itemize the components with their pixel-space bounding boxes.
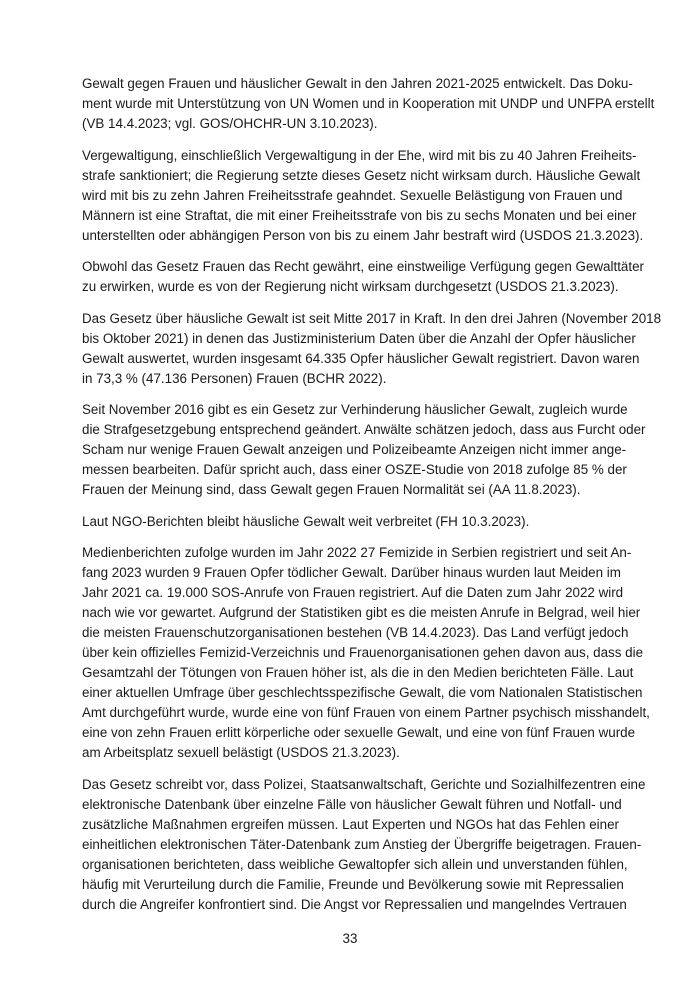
text-line: fang 2023 wurden 9 Frauen Opfer tödlicher Gewalt. Darüber hinaus wurden laut Meiden im <box>82 565 621 580</box>
text-line: am Arbeitsplatz sexuell belästigt (USDOS 21.3.2023). <box>82 745 400 760</box>
text-line: unterstellten oder abhängigen Person von bis zu einem Jahr bestraft wird (USDOS 21.3.2023). <box>82 227 644 243</box>
paragraph <box>82 400 646 500</box>
paragraph <box>82 512 619 532</box>
text-line: die meisten Frauenschutzorganisationen bestehen (VB 14.4.2023). Das Land verfügt jedoch <box>82 625 629 640</box>
text-line: Männern ist eine Straftat, die mit einer Freiheitsstrafe von bis zu sechs Monaten und bei einer <box>82 207 637 223</box>
text-line: Vergewaltigung, einschließlich Vergewaltigung in der Ehe, wird mit bis zu 40 Jahren Freiheits- <box>82 147 637 163</box>
text-line: ment wurde mit Unterstützung von UN Women und in Kooperation mit UNDP und UNFPA erstellt <box>82 96 655 111</box>
paragraph <box>82 309 662 389</box>
text-line: Scham nur wenige Frauen Gewalt anzeigen und Polizeibeamte Anzeigen nicht immer ange- <box>82 442 627 457</box>
page-number: 33 <box>342 931 358 946</box>
text-line: Obwohl das Gesetz Frauen das Recht gewährt, eine einstweilige Verfügung gegen Gewalttäter <box>82 259 644 274</box>
text-line: Amt durchgeführt wurde, wurde eine von fünf Frauen von einem Partner psychisch misshandelt, <box>82 705 650 720</box>
text-line: einheitlichen elektronischen Täter-Datenbank zum Anstieg der Übergriffe beigetragen. Frauen- <box>82 836 642 852</box>
text-line: eine von zehn Frauen erlitt körperliche oder sexuelle Gewalt, und eine von fünf Frauen wurde <box>82 725 636 740</box>
text-line: durch die Angreifer konfrontiert sind. Die Angst vor Repressalien und mangelndes Vertrauen <box>82 896 627 912</box>
text-line: Seit November 2016 gibt es ein Gesetz zur Verhinderung häuslicher Gewalt, zugleich wurde <box>82 402 628 417</box>
text-line: in 73,3 % (47.136 Personen) Frauen (BCHR 2022). <box>82 370 387 386</box>
text-line: Jahr 2021 ca. 19.000 SOS-Anrufe von Frauen registriert. Auf die Daten zum Jahr 2022 wird <box>82 585 624 600</box>
text-line: Das Gesetz über häusliche Gewalt ist seit Mitte 2017 in Kraft. In den drei Jahren (November 2018 <box>82 310 662 326</box>
text-line: organisationen berichteten, dass weibliche Gewaltopfer sich allein und unverstanden fühlen, <box>82 856 628 872</box>
text-line: strafe sanktioniert; die Regierung setzte dieses Gesetz nicht wirksam durch. Häusliche Gewalt <box>82 167 641 183</box>
text-line: Frauen der Meinung sind, dass Gewalt gegen Frauen Normalität sei (AA 11.8.2023). <box>82 482 581 497</box>
text-line: (VB 14.4.2023; vgl. GOS/OHCHR-UN 3.10.2023). <box>82 116 378 131</box>
text-line: zusätzliche Maßnahmen ergreifen müssen. Laut Experten und NGOs hat das Fehlen einer <box>82 816 619 832</box>
text-line: bis Oktober 2021) in denen das Justizministerium Daten über die Anzahl der Opfer häuslicher <box>82 330 636 346</box>
paragraph <box>82 775 646 915</box>
text-line: Medienberichten zufolge wurden im Jahr 2022 27 Femizide in Serbien registriert und seit An- <box>82 545 632 560</box>
paragraph <box>82 146 644 246</box>
paragraph <box>82 74 655 134</box>
text-line: einer aktuellen Umfrage über geschlechtsspezifische Gewalt, die vom Nationalen Statistischen <box>82 685 643 700</box>
text-line: Gewalt gegen Frauen und häuslicher Gewalt in den Jahren 2021-2025 entwickelt. Das Doku- <box>82 76 633 91</box>
text-line: Laut NGO-Berichten bleibt häusliche Gewalt weit verbreitet (FH 10.3.2023). <box>82 513 530 529</box>
text-line: nach wie vor gewartet. Aufgrund der Statistiken gibt es die meisten Anrufe in Belgrad, weil hier <box>82 605 641 620</box>
text-line: Gewalt auswertet, wurden insgesamt 64.335 Opfer häuslicher Gewalt registriert. Davon waren <box>82 350 640 366</box>
text-line: elektronische Datenbank über einzelne Fälle von häuslicher Gewalt führen und Notfall- und <box>82 796 622 812</box>
text-line: zu erwirken, wurde es von der Regierung nicht wirksam durchgesetzt (USDOS 21.3.2023). <box>82 279 619 294</box>
text-line: häufig mit Verurteilung durch die Familie, Freunde und Bevölkerung sowie mit Repressalien <box>82 876 624 892</box>
text-line: messen bearbeiten. Dafür spricht auch, dass einer OSZE-Studie von 2018 zufolge 85 % der <box>82 462 627 477</box>
text-line: die Strafgesetzgebung entsprechend geändert. Anwälte schätzen jedoch, dass aus Furcht oder <box>82 422 646 437</box>
text-line: Das Gesetz schreibt vor, dass Polizei, Staatsanwaltschaft, Gerichte und Sozialhilfezentren eine <box>82 776 646 792</box>
text-line: Gesamtzahl der Tötungen von Frauen höher ist, als die in den Medien berichteten Fälle. Laut <box>82 665 634 680</box>
text-line: wird mit bis zu zehn Jahren Freiheitsstrafe geahndet. Sexuelle Belästigung von Frauen und <box>82 187 623 203</box>
paragraph <box>82 543 650 763</box>
paragraph <box>82 257 644 297</box>
text-line: über kein offizielles Femizid-Verzeichnis und Frauenorganisationen gehen davon aus, dass die <box>82 645 644 660</box>
document-body <box>82 74 662 926</box>
